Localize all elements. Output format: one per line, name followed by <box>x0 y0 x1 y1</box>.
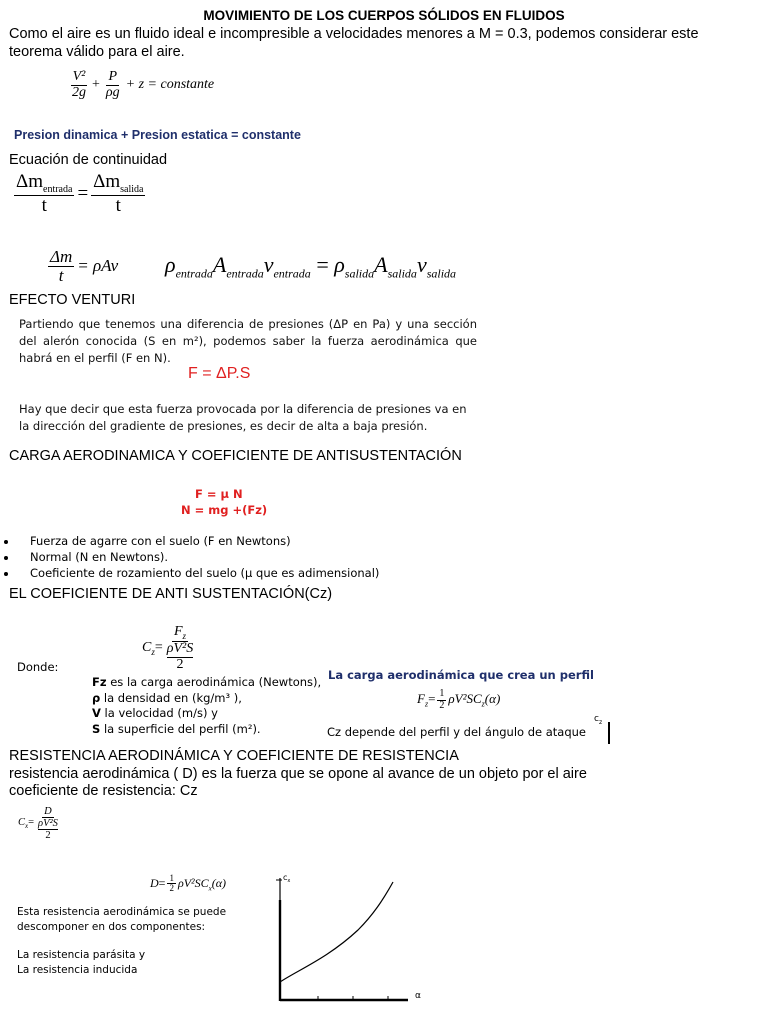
carga-note: Cz depende del perfil y del ángulo de ataque <box>327 725 587 739</box>
a-sub-entrada: entrada <box>226 266 264 281</box>
bernoulli-formula <box>70 70 214 100</box>
d-lhs: D <box>150 876 159 891</box>
resistencia-line-2: coeficiente de resistencia: Cz <box>9 783 198 799</box>
d-rhs: ρV²SC <box>177 875 209 890</box>
cx-den2: 2 <box>45 830 51 842</box>
sub-salida: salida <box>120 183 144 195</box>
carga-half <box>437 689 446 711</box>
resistencia-line-1: resistencia aerodinámica ( D) es la fuerza que se opone al avance de un objeto por el aire <box>9 766 587 782</box>
a-1: A <box>212 252 227 277</box>
component-inducida: La resistencia inducida <box>17 963 138 976</box>
continuity-heading: Ecuación de continuidad <box>9 152 168 168</box>
resistencia-heading: RESISTENCIA AERODINÁMICA Y COEFICIENTE DE RESISTENCIA <box>9 748 459 764</box>
carga-heading: La carga aerodinámica que crea un perfil <box>328 668 594 682</box>
friction-formula: F = μ N <box>195 487 243 501</box>
plus-sign: + <box>92 77 100 93</box>
resistencia-description <box>17 905 226 977</box>
v-sub-salida: salida <box>426 266 457 281</box>
venturi-formula: F = ΔP.S <box>188 365 251 382</box>
mass-flow-den: t <box>58 265 64 285</box>
cz-num-sub: z <box>182 630 187 641</box>
delta-m-2: Δm <box>93 171 121 192</box>
cx-den: ρV²S <box>38 818 58 830</box>
venturi-paragraph-1: Partiendo que tenemos una diferencia de presiones (ΔP en Pa) y una sección del alerón conocida (S en m²), podemos saber la fuerza aerodinámica que habrá en el perfil (F en N). <box>19 317 477 365</box>
cx-formula: $C_x=$ D ρV²S 2 <box>18 806 58 842</box>
cx-fraction <box>36 806 60 841</box>
bernoulli-rest: + z = constante <box>125 77 215 93</box>
salida-fraction <box>91 172 145 216</box>
donde-label: Donde: <box>17 660 59 674</box>
bullet-coeficiente: • Coeficiente de rozamiento del suelo (μ que es adimensional) <box>18 565 379 581</box>
carga-half-den: 2 <box>439 699 445 711</box>
v-1: v <box>263 252 274 277</box>
cz-den2: 2 <box>176 656 184 672</box>
rho-1: ρ <box>165 252 176 277</box>
density-area-formula <box>165 252 456 281</box>
t-den: t <box>41 195 47 217</box>
cx-lhs: C <box>18 816 26 828</box>
cz-den: ρV²S <box>166 641 194 657</box>
delta-m: Δm <box>16 171 43 192</box>
carga-arg: (α) <box>484 691 501 707</box>
mass-flow-rhs: = ρAv <box>77 256 119 276</box>
d-arg: (α) <box>211 875 227 890</box>
v-sub-entrada: entrada <box>273 266 311 281</box>
equals-2: = <box>316 252 329 277</box>
desc-line-1: Esta resistencia aerodinámica se puede <box>17 906 227 918</box>
cz-axis-label: $c_z$ <box>594 714 603 726</box>
v-den: 2g <box>72 84 86 100</box>
rho-sub-entrada: entrada <box>175 266 213 281</box>
t-den-2: t <box>115 195 121 217</box>
p-fraction <box>104 70 122 100</box>
bullet-fuerza: • Fuerza de agarre con el suelo (F en Newtons) <box>18 533 379 549</box>
cz-heading: EL COEFICIENTE DE ANTI SUSTENTACIÓN(Cz) <box>9 586 333 602</box>
a-2: A <box>374 252 388 277</box>
carga-rhs: ρV²SC <box>448 691 482 707</box>
mass-flow-formula <box>48 248 118 285</box>
p-den: ρg <box>105 84 120 100</box>
venturi-paragraph-2: Hay que decir que esta fuerza provocada por la diferencia de presiones va en la dirección del gradiente de presiones, es decir de alta a baja presión. <box>19 402 467 433</box>
normal-formula: N = mg +(Fz) <box>181 503 268 517</box>
def-s: S la superficie del perfil (m²). <box>92 721 261 736</box>
intro-text: Como el aire es un fluido ideal e incompresible a velocidades menores a M = 0.3, podemos considerar este teorema válido para el aire. <box>9 26 699 60</box>
drag-coefficient-chart <box>268 870 428 1010</box>
drag-curve <box>280 882 393 982</box>
def-fz: Fz es la carga aerodinámica (Newtons), <box>92 675 322 689</box>
v-num: V² <box>72 69 86 84</box>
page-title: MOVIMIENTO DE LOS CUERPOS SÓLIDOS EN FLUIDOS <box>203 8 565 23</box>
venturi-heading: EFECTO VENTURI <box>9 292 136 308</box>
rho-2: ρ <box>334 252 345 277</box>
mass-flow-fraction <box>48 248 74 285</box>
drag-chart-svg <box>268 870 428 1010</box>
sub-entrada: entrada <box>43 183 73 195</box>
antisustentacion-bullets <box>0 533 379 581</box>
p-num: P <box>108 69 118 84</box>
carga-half-num: 1 <box>439 688 445 699</box>
v-2: v <box>416 252 427 277</box>
d-rhs-sub: x <box>208 884 212 893</box>
rho-sub-salida: salida <box>344 266 375 281</box>
a-sub-salida: salida <box>387 266 417 281</box>
d-formula: D= $\frac{1}{2}$ $\rho V^2SC_x(\alpha)$ <box>150 873 227 894</box>
desc-line-2: descomponer en dos componentes: <box>17 920 206 933</box>
equals-sign: = <box>77 183 89 205</box>
cz-formula: $C_z=$ $F_z$ ρV²S 2 <box>142 624 194 672</box>
cz-axis-stub <box>604 722 616 746</box>
bernoulli-caption: Presion dinamica + Presion estatica = constante <box>14 128 301 142</box>
cz-lhs-sub: z <box>151 647 155 658</box>
mass-flow-num: Δm <box>50 247 73 266</box>
def-v: V la velocidad (m/s) y <box>92 706 218 720</box>
component-parasita: La resistencia parásita y <box>17 949 146 961</box>
def-rho: ρ la densidad en (kg/m³ ), <box>92 690 242 705</box>
cz-num: F <box>173 624 183 639</box>
d-half <box>167 874 176 894</box>
cx-lhs-sub: x <box>25 822 29 831</box>
d-half-num: 1 <box>169 873 174 883</box>
cz-fraction <box>165 625 195 673</box>
carga-formula: $F_z=$ $\frac{1}{2}$ $\rho V^2SC_z(\alpha)$ <box>417 688 501 711</box>
cz-lhs: C <box>142 640 152 656</box>
carga-lhs: F <box>417 691 425 707</box>
cx-num: D <box>44 806 52 817</box>
x-axis-label: α <box>415 991 421 1001</box>
cz-definitions <box>92 675 321 737</box>
v-fraction <box>70 70 88 100</box>
carga-rhs-sub: z <box>481 699 485 709</box>
entrada-fraction <box>14 172 74 216</box>
y-axis-label: $c_x$ <box>283 873 291 884</box>
bullet-normal: • Normal (N en Newtons). <box>18 549 379 565</box>
d-half-den: 2 <box>169 883 174 894</box>
carga-lhs-sub: z <box>424 699 429 709</box>
antisustentacion-heading: CARGA AERODINAMICA Y COEFICIENTE DE ANTISUSTENTACIÓN <box>9 448 462 464</box>
continuity-formula <box>14 172 145 216</box>
